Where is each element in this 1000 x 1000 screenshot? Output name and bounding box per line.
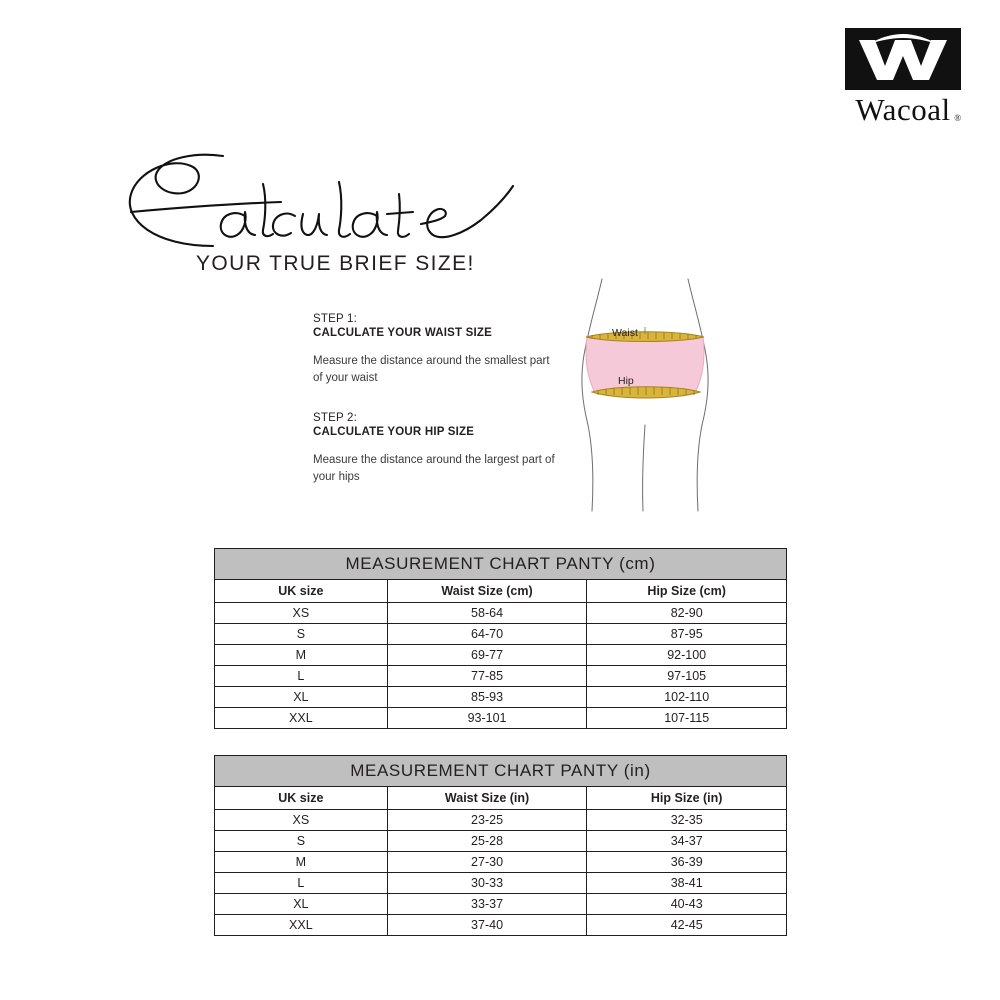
cell-size: XL bbox=[215, 894, 388, 915]
table-row bbox=[215, 603, 787, 624]
table-title-row bbox=[215, 549, 787, 580]
chart-title-cm: MEASUREMENT CHART PANTY (cm) bbox=[215, 549, 787, 580]
cell-size: L bbox=[215, 666, 388, 687]
table-row bbox=[215, 831, 787, 852]
cell-waist: 23-25 bbox=[387, 810, 587, 831]
cell-waist: 33-37 bbox=[387, 894, 587, 915]
wacoal-w-logo-icon bbox=[845, 28, 961, 90]
cell-waist: 93-101 bbox=[387, 708, 587, 729]
cell-hip: 92-100 bbox=[587, 645, 787, 666]
step-2-title: CALCULATE YOUR HIP SIZE bbox=[313, 426, 475, 439]
cell-size: XXL bbox=[215, 915, 388, 936]
table-row bbox=[215, 708, 787, 729]
cell-size: XL bbox=[215, 687, 388, 708]
step-2-body: Measure the distance around the largest part of your hips bbox=[313, 454, 555, 484]
steps-block bbox=[313, 313, 558, 486]
table-row bbox=[215, 810, 787, 831]
table-row bbox=[215, 666, 787, 687]
brand-name bbox=[855, 92, 962, 127]
cell-waist: 85-93 bbox=[387, 687, 587, 708]
table-title-row bbox=[215, 756, 787, 787]
cell-hip: 102-110 bbox=[587, 687, 787, 708]
table-row bbox=[215, 915, 787, 936]
cell-waist: 58-64 bbox=[387, 603, 587, 624]
cell-waist: 77-85 bbox=[387, 666, 587, 687]
headline-subtitle: YOUR TRUE BRIEF SIZE! bbox=[196, 252, 475, 275]
header-waist-size: Waist Size (in) bbox=[387, 787, 587, 810]
cell-size: M bbox=[215, 852, 388, 873]
cell-waist: 64-70 bbox=[387, 624, 587, 645]
header-hip-size: Hip Size (cm) bbox=[587, 580, 787, 603]
headline-script bbox=[95, 150, 525, 260]
cell-size: L bbox=[215, 873, 388, 894]
cell-hip: 34-37 bbox=[587, 831, 787, 852]
cell-size: S bbox=[215, 831, 388, 852]
body-measure-illustration bbox=[540, 275, 750, 515]
cell-hip: 107-115 bbox=[587, 708, 787, 729]
cell-waist: 69-77 bbox=[387, 645, 587, 666]
brand-name-text: Wacoal bbox=[855, 92, 951, 127]
brand-logo bbox=[838, 28, 968, 125]
hip-measuring-tape bbox=[592, 387, 700, 398]
female-torso-icon bbox=[540, 275, 750, 515]
table-header-row bbox=[215, 787, 787, 810]
cell-size: M bbox=[215, 645, 388, 666]
step-1-label: STEP 1: bbox=[313, 313, 358, 325]
cell-size: XXL bbox=[215, 708, 388, 729]
calculate-script-icon bbox=[95, 150, 525, 260]
cell-hip: 82-90 bbox=[587, 603, 787, 624]
measurement-chart-cm bbox=[214, 548, 787, 729]
table-row bbox=[215, 624, 787, 645]
waist-caption: Waist bbox=[612, 327, 638, 339]
header-waist-size: Waist Size (cm) bbox=[387, 580, 587, 603]
table-header-row bbox=[215, 580, 787, 603]
header-uk-size: UK size bbox=[215, 580, 388, 603]
step-2-label: STEP 2: bbox=[313, 412, 358, 425]
cell-waist: 25-28 bbox=[387, 831, 587, 852]
cell-hip: 36-39 bbox=[587, 852, 787, 873]
cell-waist: 30-33 bbox=[387, 873, 587, 894]
table-row bbox=[215, 852, 787, 873]
cell-hip: 42-45 bbox=[587, 915, 787, 936]
cell-hip: 40-43 bbox=[587, 894, 787, 915]
table-row bbox=[215, 645, 787, 666]
measurement-chart-in bbox=[214, 755, 787, 936]
cell-size: XS bbox=[215, 603, 388, 624]
table-row bbox=[215, 873, 787, 894]
table-row bbox=[215, 894, 787, 915]
step-1-title: CALCULATE YOUR WAIST SIZE bbox=[313, 327, 492, 339]
header-uk-size: UK size bbox=[215, 787, 388, 810]
hip-caption: Hip bbox=[618, 375, 634, 387]
header-hip-size: Hip Size (in) bbox=[587, 787, 787, 810]
cell-hip: 38-41 bbox=[587, 873, 787, 894]
cell-hip: 97-105 bbox=[587, 666, 787, 687]
cell-size: S bbox=[215, 624, 388, 645]
chart-title-in: MEASUREMENT CHART PANTY (in) bbox=[215, 756, 787, 787]
cell-hip: 32-35 bbox=[587, 810, 787, 831]
step-1-body: Measure the distance around the smallest part of your waist bbox=[313, 355, 550, 384]
cell-waist: 27-30 bbox=[387, 852, 587, 873]
table-row bbox=[215, 687, 787, 708]
registered-mark: ® bbox=[954, 113, 962, 123]
cell-waist: 37-40 bbox=[387, 915, 587, 936]
cell-size: XS bbox=[215, 810, 388, 831]
cell-hip: 87-95 bbox=[587, 624, 787, 645]
